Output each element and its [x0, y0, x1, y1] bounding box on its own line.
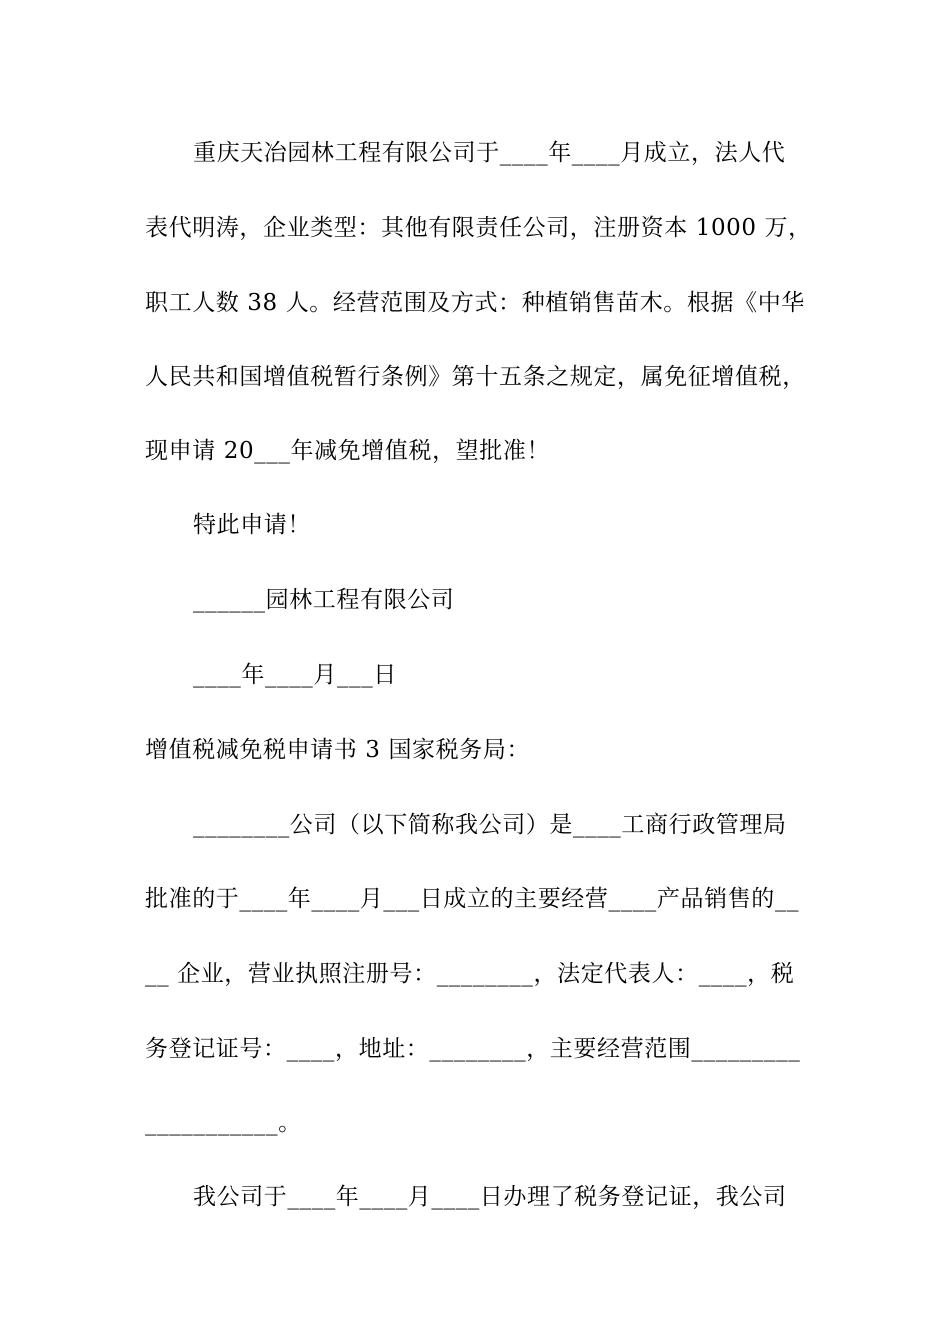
paragraph-line: 批准的于____年____月___日成立的主要经营____产品销售的__ — [145, 886, 800, 912]
paragraph-line: 重庆天冶园林工程有限公司于____年____月成立，法人代 — [193, 140, 786, 166]
section-heading: 增值税减免税申请书 3 国家税务局： — [145, 737, 531, 763]
paragraph-line: ________公司（以下简称我公司）是____工商行政管理局 — [193, 812, 787, 838]
paragraph-line: 职工人数 38 人。经营范围及方式：种植销售苗木。根据《中华 — [145, 290, 805, 316]
paragraph-line: __ 企业，营业执照注册号：________，法定代表人：____，税 — [145, 961, 795, 987]
paragraph-line: 现申请 20___年减免增值税，望批准！ — [145, 438, 551, 464]
paragraph-line: ___________。 — [145, 1110, 302, 1136]
paragraph-line: 我公司于____年____月____日办理了税务登记证，我公司 — [193, 1184, 787, 1210]
signature-date: ____年____月___日 — [193, 662, 397, 688]
paragraph-line: 特此申请！ — [193, 512, 311, 538]
paragraph-line: 人民共和国增值税暂行条例》第十五条之规定，属免征增值税， — [145, 364, 806, 390]
paragraph-line: 务登记证号：____，地址：________，主要经营范围_________ — [145, 1036, 801, 1062]
signature-company: ______园林工程有限公司 — [193, 587, 455, 613]
paragraph-line: 表代明涛，企业类型：其他有限责任公司，注册资本 1000 万， — [145, 215, 812, 241]
